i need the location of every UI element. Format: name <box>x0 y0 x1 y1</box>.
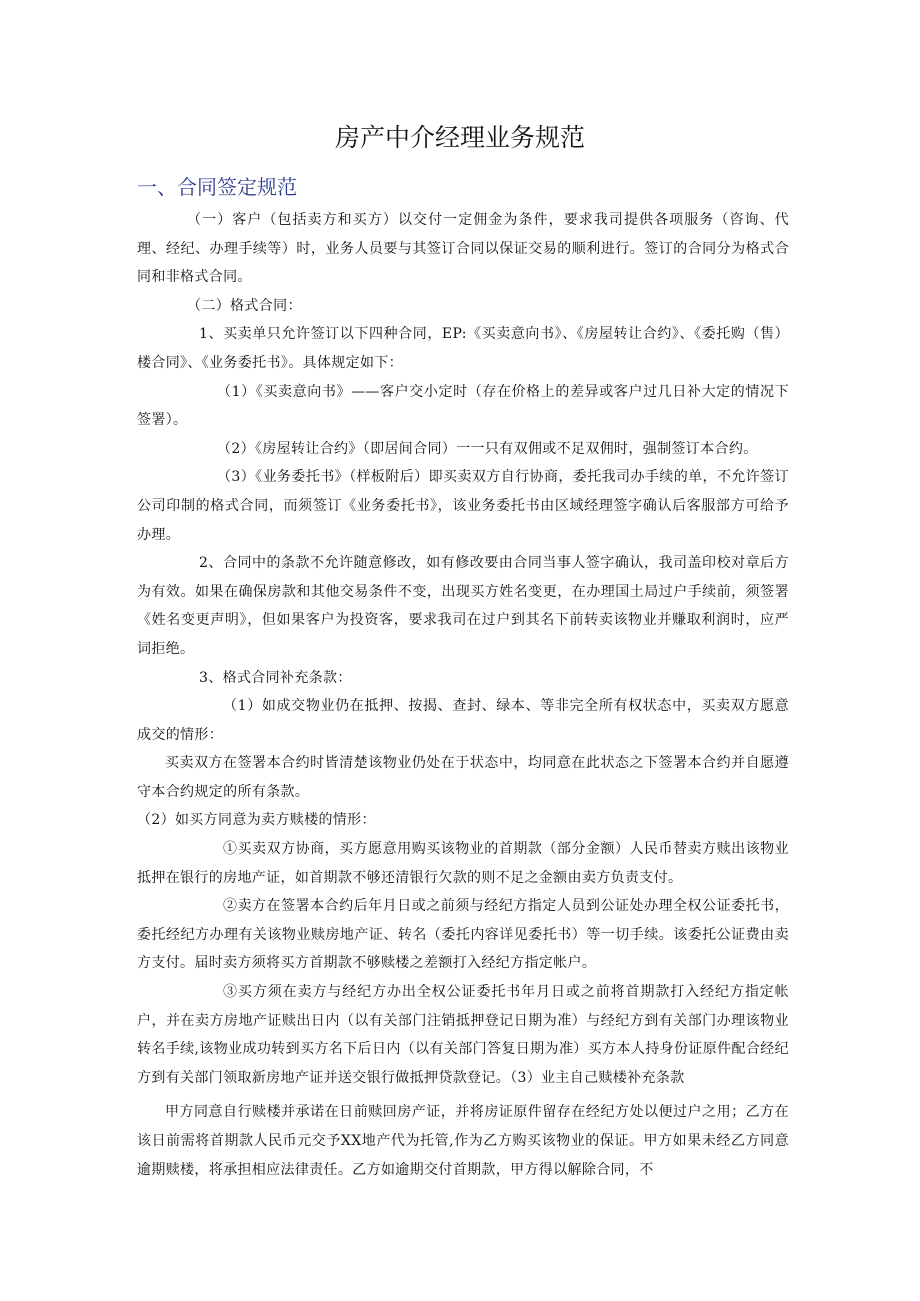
paragraph: ②卖方在签署本合约后年月日或之前须与经纪方指定人员到公证处办理全权公证委托书，委托经纪方办理有关该物业赎房地产证、转名（委托内容详见委托书）等一切手续。该委托公证费由卖方支付。届时卖方须将买方首期款不够赎楼之差额打入经纪方指定帐户。 <box>137 898 789 972</box>
paragraph: （2）如买方同意为卖方赎楼的情形： <box>137 812 376 829</box>
paragraph: （3）《业务委托书》（样板附后）即买卖双方自行协商，委托我司办手续的单，不允许签订公司印制的格式合同，而须签订《业务委托书》，该业务委托书由区域经理签字确认后客服部方可给予办理。 <box>137 469 789 543</box>
paragraph: 2、合同中的条款不允许随意修改，如有修改要由合同当事人签字确认，我司盖印校对章后方为有效。如果在确保房款和其他交易条件不变，出现买方姓名变更，在办理国土局过户手续前，须签署《姓名变更声明》，但如果客户为投资客，要求我司在过户到其名下前转卖该物业并赚取利润时，应严词拒绝。 <box>137 555 789 657</box>
paragraph: 甲方同意自行赎楼并承诺在日前赎回房产证，并将房证原件留存在经纪方处以便过户之用；乙方在该日前需将首期款人民币元交予XX地产代为托管,作为乙方购买该物业的保证。甲方如果未经乙方同意逾期赎楼，将承担相应法律责任。乙方如逾期交付首期款，甲方得以解除合同，不 <box>137 1104 789 1178</box>
paragraph: 3、格式合同补充条款： <box>199 669 352 686</box>
paragraph: ③买方须在卖方与经纪方办出全权公证委托书年月日或之前将首期款打入经纪方指定帐户，并在卖方房地产证赎出日内（以有关部门注销抵押登记日期为准）与经纪方到有关部门办理该物业转名手续,该物业成功转到买方名下后日内（以有关部门答复日期为准）买方本人持身份证原件配合经纪方到有关部门领取新房地产证并送交银行做抵押贷款登记。（3）业主自己赎楼补充条款 <box>137 984 789 1086</box>
document-title: 房产中介经理业务规范 <box>334 123 585 152</box>
paragraph: 买卖双方在签署本合约时皆清楚该物业仍处在于状态中，均同意在此状态之下签署本合约并自愿遵守本合约规定的所有条款。 <box>137 755 789 800</box>
paragraph: （一）客户（包括卖方和买方）以交付一定佣金为条件，要求我司提供各项服务（咨询、代理、经纪、办理手续等）时，业务人员要与其签订合同以保证交易的顺利进行。签订的合同分为格式合同和非格式合同。 <box>137 212 789 286</box>
paragraph: 1、买卖单只允许签订以下四种合同，EP:《买卖意向书》、《房屋转让合约》、《委托购（售）楼合同》、《业务委托书》。具体规定如下： <box>137 326 789 371</box>
paragraph: （1）如成交物业仍在抵押、按揭、查封、绿本、等非完全所有权状态中，买卖双方愿意成交的情形： <box>137 698 789 743</box>
section-heading-contract-signing: 一、合同签定规范 <box>137 175 297 199</box>
paragraph: （1）《买卖意向书》——客户交小定时（存在价格上的差异或客户过几日补大定的情况下签署）。 <box>137 383 789 429</box>
paragraph: （2）《房屋转让合约》（即居间合同）一一只有双佣或不足双佣时，强制签订本合约。 <box>217 440 758 457</box>
document-body <box>137 206 789 1184</box>
paragraph: ①买卖双方协商，买方愿意用购买该物业的首期款（部分金额）人民币替卖方赎出该物业抵押在银行的房地产证，如首期款不够还清银行欠款的则不足之金额由卖方负责支付。 <box>137 841 789 886</box>
paragraph: （二）格式合同： <box>187 297 302 314</box>
